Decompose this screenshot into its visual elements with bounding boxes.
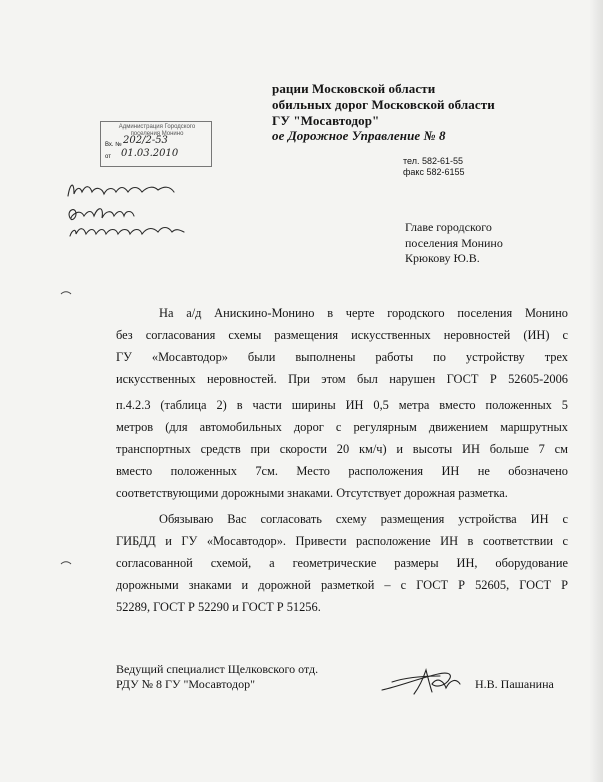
stamp-number-label: Вх. № (105, 142, 122, 148)
punch-hole-mark (60, 560, 72, 568)
scan-edge-shadow (589, 0, 603, 782)
letterhead-line-2: обильных дорог Московской области (272, 97, 495, 112)
punch-hole-mark (60, 290, 72, 298)
body-line: метров (для автомобильных дорог с регулярным движением маршрутных (116, 420, 568, 434)
body-line: соответствующими дорожными знаками. Отсутствует дорожная разметка. (116, 486, 508, 500)
body-line: Обязываю Вас согласовать схему размещения устройства ИН с (159, 512, 568, 526)
addressee-line-1: Главе городского (405, 220, 492, 234)
stamp-date-label: от (105, 154, 111, 160)
registration-stamp (100, 121, 212, 167)
letterhead-line-1: рации Московской области (272, 81, 436, 96)
stamp-title: Администрация Городского поселения Монино (118, 124, 196, 137)
stamp-date-value: 01.03.2010 (121, 148, 179, 159)
body-line: ГУ «Мосавтодор» были выполнены работы по устройству трех (116, 350, 568, 364)
body-line: вместо положенных 7см. Место расположения ИН не обозначено (116, 464, 568, 478)
addressee-line-3: Крюкову Ю.В. (405, 251, 480, 265)
body-line: искусственных неровностей. При этом был нарушен ГОСТ Р 52605-2006 (116, 372, 568, 386)
body-line: согласованной схемой, а геометрические размеры ИН, оборудование (116, 556, 568, 570)
contact-phone: тел. 582-61-55 (403, 156, 464, 166)
body-line: ГИБДД и ГУ «Мосавтодор». Привести расположение ИН в соответствии с (116, 534, 568, 548)
stamp-number-value: 202/2-53 (123, 135, 168, 146)
signer-position-line-2: РДУ № 8 ГУ "Мосавтодор" (116, 677, 255, 691)
body-line: п.4.2.3 (таблица 2) в части ширины ИН 0,5 метра вместо положенных 5 (116, 398, 568, 412)
body-line: 52289, ГОСТ Р 52290 и ГОСТ Р 51256. (116, 600, 321, 614)
body-line: транспортных средств при скорости 20 км/ч) и высоты ИН больше 7 см (116, 442, 568, 456)
signature (380, 664, 472, 698)
letterhead-line-4: ое Дорожное Управление № 8 (272, 128, 446, 143)
letterhead-line-3: ГУ "Мосавтодор" (272, 113, 380, 128)
signer-name: Н.В. Пашанина (475, 677, 554, 691)
signer-position-line-1: Ведущий специалист Щелковского отд. (116, 662, 319, 676)
body-line: На а/д Анискино-Монино в черте городского поселения Монино (159, 306, 568, 320)
body-line: дорожными знаками и дорожной разметкой – с ГОСТ Р 52605, ГОСТ Р (116, 578, 568, 592)
handwritten-name-note (62, 176, 192, 248)
body-line: без согласования схемы размещения искусственных неровностей (ИН) с (116, 328, 568, 342)
addressee-line-2: поселения Монино (405, 236, 503, 250)
contact-fax: факс 582-6155 (403, 167, 465, 177)
